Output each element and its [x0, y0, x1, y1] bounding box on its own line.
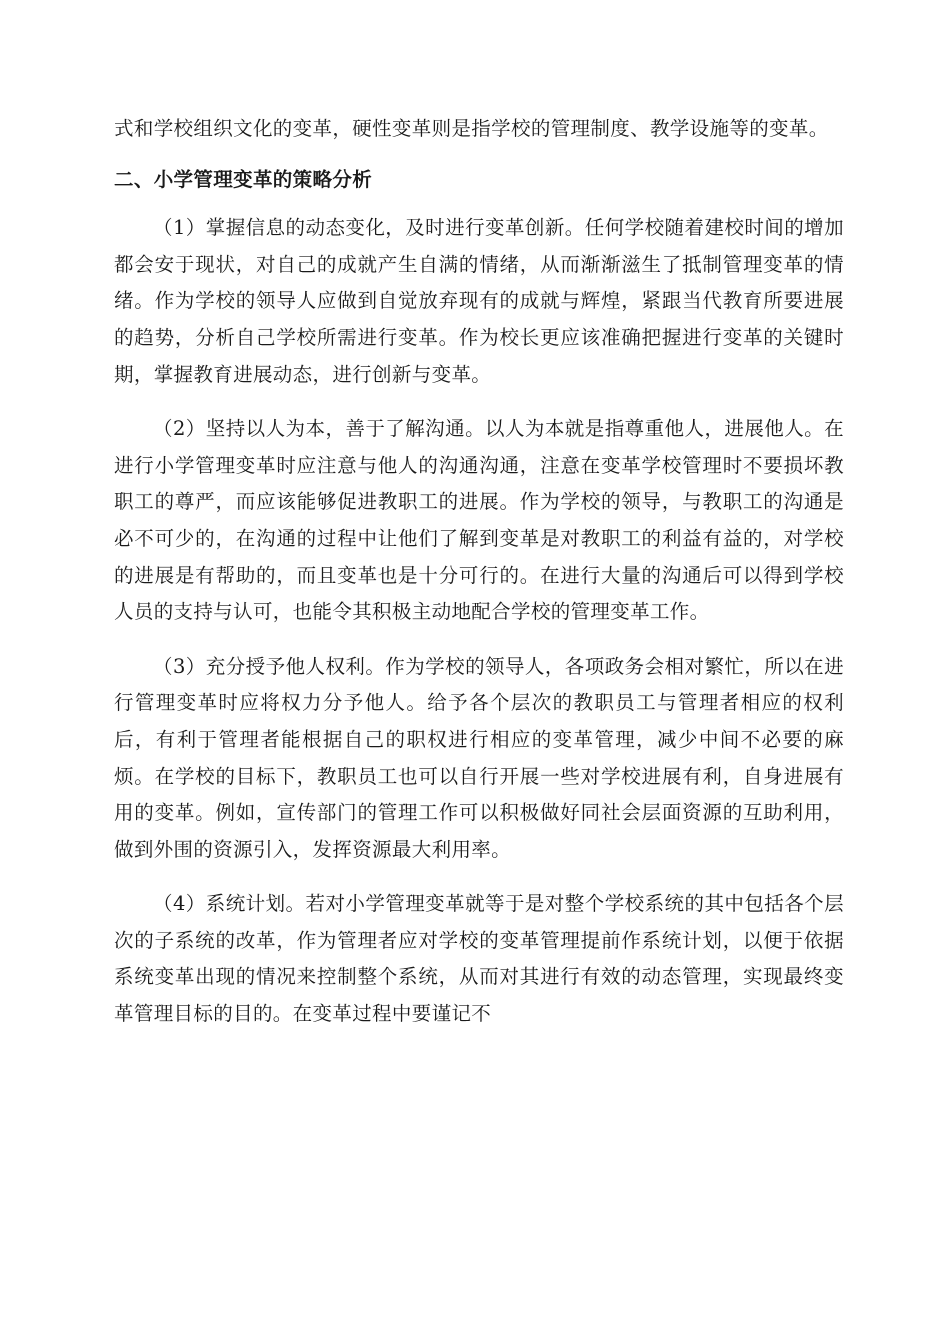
- paragraph-4: （4）系统计划。若对小学管理变革就等于是对整个学校系统的其中包括各个层次的子系统的改革，作为管理者应对学校的变革管理提前作系统计划，以便于依据系统变革出现的情况来控制整个系统，从而对其进行有效的动态管理，实现最终变革管理目标的目的。在变革过程中要谨记不: [114, 892, 844, 1026]
- paragraph-continuation: 式和学校组织文化的变革，硬性变革则是指学校的管理制度、教学设施等的变革。: [114, 117, 829, 140]
- paragraph-1: （1）掌握信息的动态变化，及时进行变革创新。任何学校随着建校时间的增加都会安于现状，对自己的成就产生自满的情绪，从而渐渐滋生了抵制管理变革的情绪。作为学校的领导人应做到自觉放弃现有的成就与辉煌，紧跟当代教育所要进展的趋势，分析自己学校所需进行变革。作为校长更应该准确把握进行变革的关键时期，掌握教育进展动态，进行创新与变革。: [114, 216, 844, 386]
- section-heading: 二、小学管理变革的策略分析: [114, 167, 373, 191]
- paragraph-2: （2）坚持以人为本，善于了解沟通。以人为本就是指尊重他人，进展他人。在进行小学管理变革时应注意与他人的沟通沟通，注意在变革学校管理时不要损坏教职工的尊严，而应该能够促进教职工的进展。作为学校的领导，与教职工的沟通是必不可少的，在沟通的过程中让他们了解到变革是对教职工的利益有益的，对学校的进展是有帮助的，而且变革也是十分可行的。在进行大量的沟通后可以得到学校人员的支持与认可，也能令其积极主动地配合学校的管理变革工作。: [114, 417, 844, 624]
- paragraph-3: （3）充分授予他人权利。作为学校的领导人，各项政务会相对繁忙，所以在进行管理变革时应将权力分予他人。给予各个层次的教职员工与管理者相应的权利后，有利于管理者能根据自己的职权进行相应的变革管理，减少中间不必要的麻烦。在学校的目标下，教职员工也可以自行开展一些对学校进展有利，自身进展有用的变革。例如，宣传部门的管理工作可以积极做好同社会层面资源的互助利用，做到外围的资源引入，发挥资源最大利用率。: [114, 654, 844, 861]
- document-page: [114, 111, 844, 1051]
